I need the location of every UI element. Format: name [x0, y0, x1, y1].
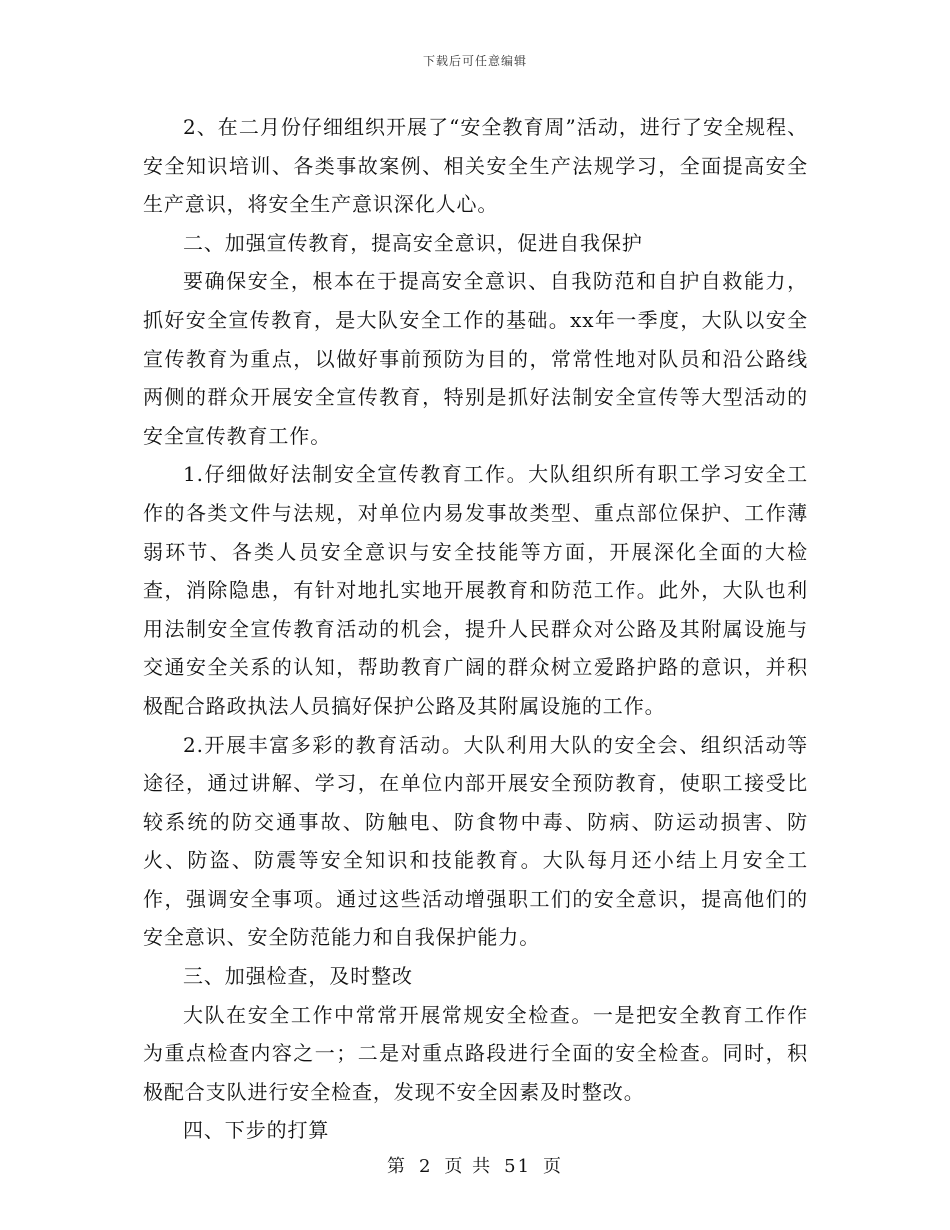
section-heading-3: 三、加强检查，及时整改 — [183, 964, 413, 989]
footer-prefix: 第 — [386, 1156, 407, 1177]
page-footer — [0, 1152, 950, 1178]
paragraph-section-3: 大队在安全工作中常常开展常规安全检查。一是把安全教育工作作为重点检查内容之一；二是对重点路段进行全面的安全检查。同时，积极配合支队进行安全检查，发现不安全因素及时整改。 — [143, 1002, 808, 1104]
document-body — [143, 108, 808, 1150]
paragraph-subitem-1: 1.仔细做好法制安全宣传教育工作。大队组织所有职工学习安全工作的各类文件与法规，对单位内易发事故类型、重点部位保护、工作薄弱环节、各类人员安全意识与安全技能等方面，开展深化全面的大检查，消除隐患，有针对地扎实地开展教育和防范工作。此外，大队也利用法制安全宣传教育活动的机会，提升人民群众对公路及其附属设施与交通安全关系的认知，帮助教育广阔的群众树立爱路护路的意识，并积极配合路政执法人员搞好保护公路及其附属设施的工作。 — [143, 462, 808, 718]
section-heading-4: 四、下步的打算 — [183, 1118, 330, 1143]
section-heading-2: 二、加强宣传教育，提高安全意识，促进自我保护 — [183, 230, 643, 255]
footer-middle: 页 共 — [444, 1156, 493, 1177]
page-header: 下载后可任意编辑 — [422, 54, 527, 68]
footer-suffix: 页 — [543, 1156, 564, 1177]
paragraph-subitem-2: 2.开展丰富多彩的教育活动。大队利用大队的安全会、组织活动等途径，通过讲解、学习，在单位内部开展安全预防教育，使职工接受比较系统的防交通事故、防触电、防食物中毒、防病、防运动损害、防火、防盗、防震等安全知识和技能教育。大队每月还小结上月安全工作，强调安全事项。通过这些活动增强职工们的安全意识，提高他们的安全意识、安全防范能力和自我保护能力。 — [143, 732, 808, 950]
paragraph-item-2: 2、在二月份仔细组织开展了“安全教育周”活动，进行了安全规程、安全知识培训、各类事故案例、相关安全生产法规学习，全面提高安全生产意识，将安全生产意识深化人心。 — [143, 115, 808, 217]
total-pages: 51 — [504, 1156, 532, 1177]
page-number: 2 — [418, 1156, 433, 1177]
paragraph-section-2-intro: 要确保安全，根本在于提高安全意识、自我防范和自护自救能力，抓好安全宣传教育，是大队安全工作的基础。xx年一季度，大队以安全宣传教育为重点，以做好事前预防为目的，常常性地对队员和沿公路线两侧的群众开展安全宣传教育，特别是抓好法制安全宣传等大型活动的安全宣传教育工作。 — [143, 269, 808, 448]
